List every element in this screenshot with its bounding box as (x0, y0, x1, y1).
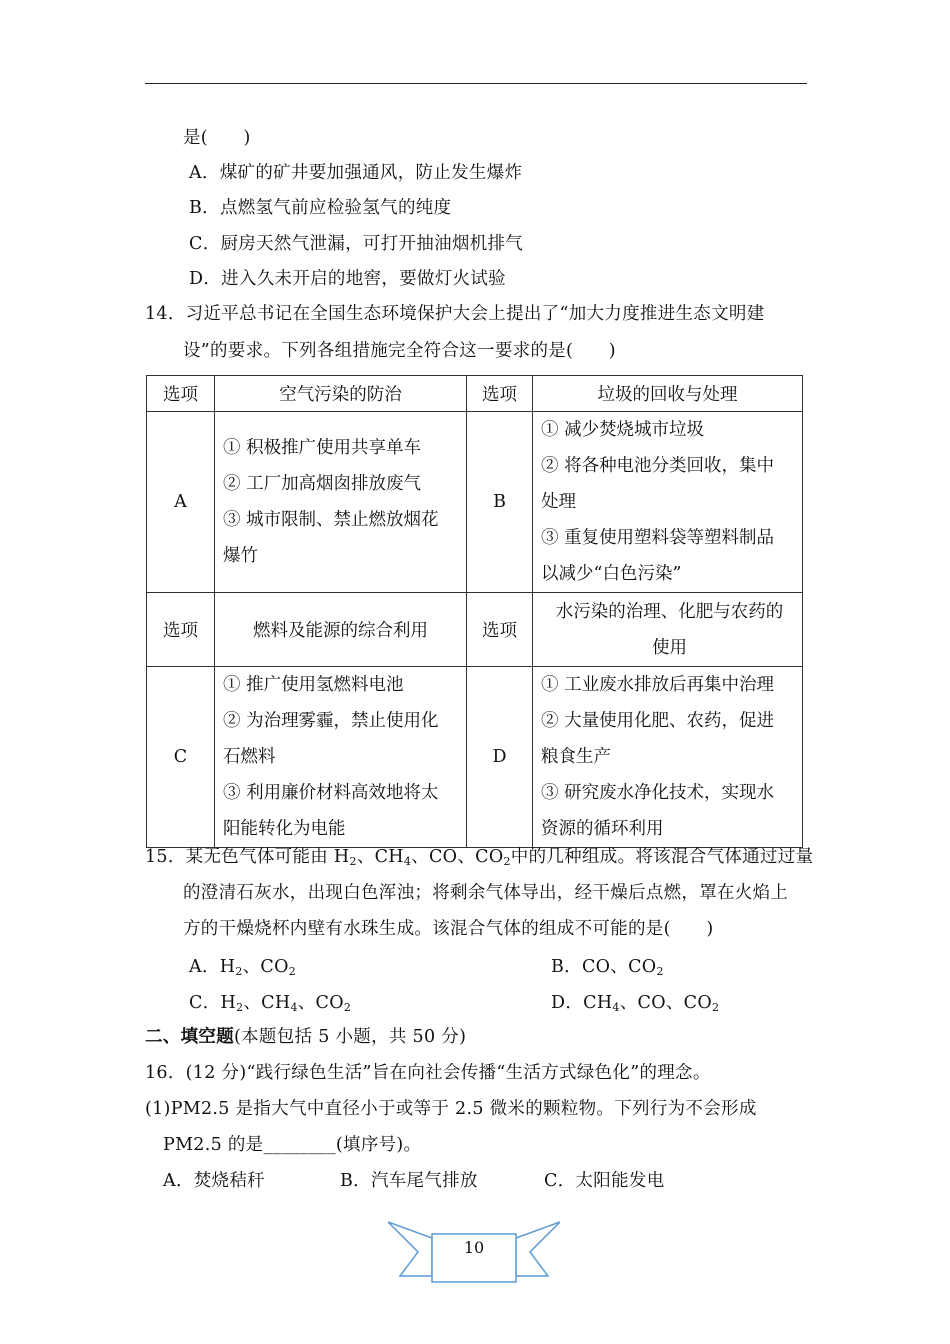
list-item: ① 工业废水排放后再集中治理 (541, 675, 775, 695)
q15-text: A．H (189, 957, 236, 977)
q13-option-a: A．煤矿的矿井要加强通风，防止发生爆炸 (189, 163, 523, 183)
list-item: ② 将各种电池分类回收，集中 (541, 456, 775, 476)
table-row (147, 667, 803, 848)
subscript: 2 (236, 1001, 244, 1014)
q14-stem-line1: 14．习近平总书记在全国生态环境保护大会上提出了“加大力度推进生态文明建 (145, 304, 765, 324)
q15-stem-line2: 的澄清石灰水，出现白色浑浊；将剩余气体导出，经干燥后点燃，罩在火焰上 (183, 883, 789, 903)
option-d-measures (533, 667, 803, 848)
list-item: ② 大量使用化肥、农药，促进 (541, 711, 775, 731)
option-b-measures (533, 412, 803, 593)
q15-option-a (189, 956, 296, 978)
page-number: 10 (463, 1238, 485, 1257)
subscript: 2 (656, 965, 664, 978)
q13-option-b: B．点燃氢气前应检验氢气的纯度 (189, 198, 452, 218)
q14-stem-line2: 设”的要求。下列各组措施完全符合这一要求的是( ) (183, 341, 616, 361)
list-item: 资源的循环利用 (541, 819, 664, 839)
q15-text: B．CO、CO (551, 957, 657, 977)
q16-option-c: C．太阳能发电 (544, 1171, 665, 1191)
table-header-water (533, 593, 803, 667)
list-item: 阳能转化为电能 (223, 819, 346, 839)
section-heading (145, 1026, 466, 1048)
q15-option-b (551, 956, 664, 978)
q16-part1-line1: (1)PM2.5 是指大气中直径小于或等于 2.5 微米的颗粒物。下列行为不会形成 (145, 1099, 757, 1119)
q15-option-c (189, 992, 351, 1014)
q15-text: 、CO、CO (619, 993, 712, 1013)
section-note: (本题包括 5 小题，共 50 分) (234, 1027, 467, 1047)
q15-text: 、CH (243, 993, 291, 1013)
table-header-waste: 垃圾的回收与处理 (533, 376, 803, 412)
q13-option-c: C．厨房天然气泄漏，可打开抽油烟机排气 (189, 234, 524, 254)
q16-option-b: B．汽车尾气排放 (340, 1171, 478, 1191)
table-header-option: 选项 (147, 376, 215, 412)
section-title: 二、填空题 (145, 1027, 234, 1047)
list-item: 粮食生产 (541, 747, 611, 767)
header-line: 水污染的治理、化肥与农药的 (555, 601, 784, 622)
subscript: 2 (288, 965, 297, 978)
table-header-option: 选项 (467, 376, 533, 412)
q15-stem-line1 (145, 846, 813, 868)
q15-text: 、CO、CO (411, 847, 504, 867)
table-header-option: 选项 (467, 593, 533, 667)
option-label-c: C (147, 667, 215, 848)
table-header-row (147, 376, 803, 412)
list-item: 以减少“白色污染” (541, 564, 682, 584)
list-item: 处理 (541, 492, 576, 512)
subscript: 2 (235, 965, 243, 978)
table-header-option: 选项 (147, 593, 215, 667)
subscript: 2 (343, 1001, 352, 1014)
subscript: 4 (290, 1001, 298, 1014)
table-row (147, 412, 803, 593)
table-header-air-pollution: 空气污染的防治 (215, 376, 467, 412)
option-label-b: B (467, 412, 533, 593)
list-item: ② 工厂加高烟囱排放废气 (223, 474, 422, 494)
q15-text: 15．某无色气体可能由 H (145, 847, 350, 867)
option-label-a: A (147, 412, 215, 593)
option-label-d: D (467, 667, 533, 848)
list-item: ① 积极推广使用共享单车 (223, 438, 422, 458)
list-item: ③ 城市限制、禁止燃放烟花 (223, 510, 439, 530)
list-item: 石燃料 (223, 747, 276, 767)
list-item: ③ 利用廉价材料高效地将太 (223, 783, 439, 803)
page-number-badge (388, 1218, 560, 1286)
list-item: ③ 研究废水净化技术，实现水 (541, 783, 775, 803)
subscript: 2 (503, 855, 511, 868)
list-item: ③ 重复使用塑料袋等塑料制品 (541, 528, 775, 548)
subscript: 4 (612, 1001, 620, 1014)
subscript: 2 (711, 1001, 720, 1014)
q15-text: 中的几种组成。将该混合气体通过过量 (510, 847, 814, 867)
q16-part1-line2: PM2.5 的是________(填序号)。 (163, 1135, 422, 1155)
list-item: 爆竹 (223, 546, 258, 566)
header-line: 使用 (652, 637, 687, 658)
q15-text: D．CH (551, 993, 613, 1013)
q13-option-d: D．进入久未开启的地窖，要做灯火试验 (189, 269, 506, 289)
option-c-measures (215, 667, 467, 848)
table-header-row (147, 593, 803, 667)
q14-options-table (146, 375, 803, 848)
q15-text: 、CO (297, 993, 344, 1013)
list-item: ① 推广使用氢燃料电池 (223, 675, 404, 695)
list-item: ② 为治理雾霾，禁止使用化 (223, 711, 439, 731)
q15-option-d (551, 992, 719, 1014)
q16-stem: 16．(12 分)“践行绿色生活”旨在向社会传播“生活方式绿色化”的理念。 (145, 1063, 711, 1083)
list-item: ① 减少焚烧城市垃圾 (541, 420, 705, 440)
q15-text: 、CH (356, 847, 404, 867)
q16-option-a: A．焚烧秸秆 (163, 1171, 265, 1191)
option-a-measures (215, 412, 467, 593)
q15-text: C．H (189, 993, 237, 1013)
subscript: 4 (403, 855, 412, 868)
q15-text: 、CO (242, 957, 289, 977)
q13-stem-continuation: 是( ) (183, 128, 251, 148)
table-header-energy: 燃料及能源的综合利用 (215, 593, 467, 667)
subscript: 2 (349, 855, 357, 868)
header-rule (145, 83, 807, 84)
q15-stem-line3: 方的干燥烧杯内壁有水珠生成。该混合气体的组成不可能的是( ) (183, 919, 714, 939)
